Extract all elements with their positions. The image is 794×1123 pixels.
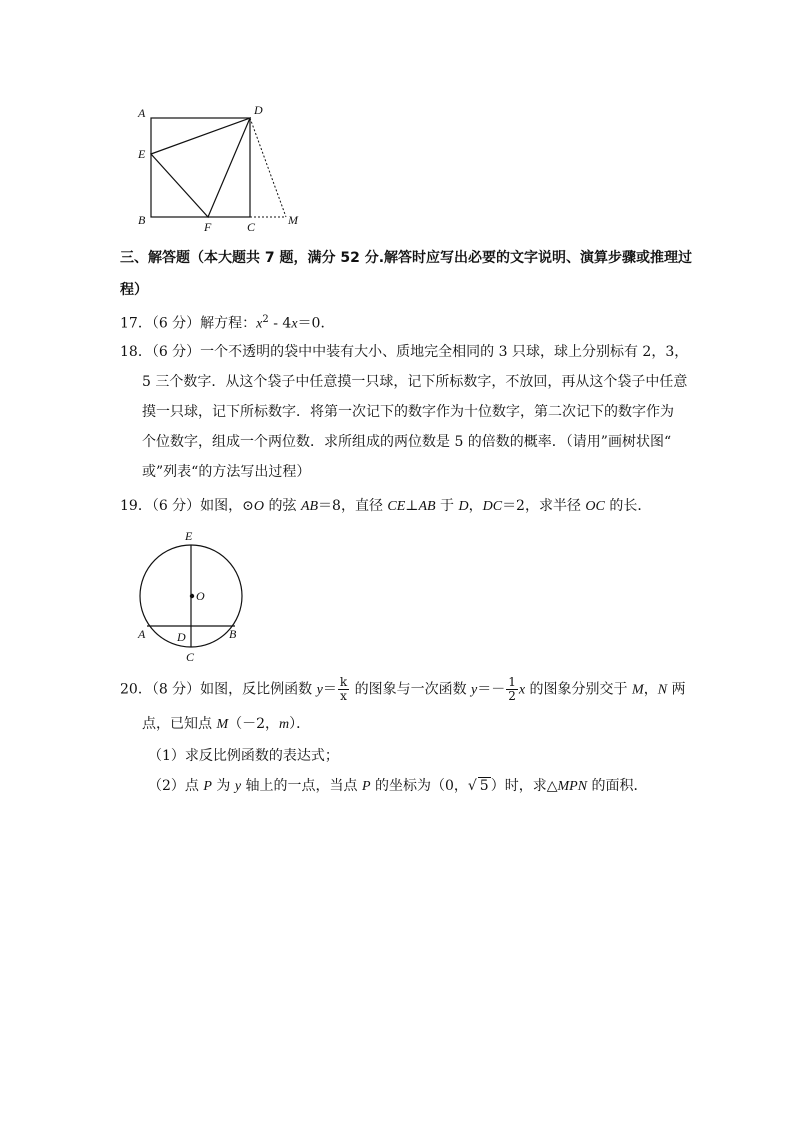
question-19: 19．（6 分）如图，⊙O 的弦 AB＝8，直径 CE⊥AB 于 D，DC＝2，求半径 OC 的长． <box>120 498 652 514</box>
fraction-k-over-x: $\frac{k}{x}$ <box>339 675 348 703</box>
label-c2: C <box>186 650 195 664</box>
question-20-line1: 20．（8 分）如图，反比例函数 y＝ $\frac{k}{x}$ 的图象与一次函数 y＝－ $\frac{1}{2}$ x 的图象分别交于 M，N 两 <box>120 675 686 703</box>
section-heading-cont <box>120 280 680 300</box>
label-m: M <box>288 213 298 227</box>
dotted-dm <box>250 118 286 217</box>
center-dot <box>190 594 194 598</box>
label-e2: E <box>185 529 193 543</box>
label-e: E <box>138 147 146 161</box>
section-heading <box>120 248 693 268</box>
section-heading-line2: 程） <box>120 282 148 298</box>
question-18-line5: 或”列表“的方法写出过程） <box>142 464 311 480</box>
question-18-line4: 个位数字，组成一个两位数．求所组成的两位数是 5 的倍数的概率．（请用”画树状图“ <box>142 434 672 450</box>
label-d2: D <box>177 630 186 644</box>
sqrt-5: 5 <box>479 778 489 794</box>
label-a: A <box>138 106 146 120</box>
question-17: 17．（6 分）解方程：$x^2 - 4x=0$． <box>120 314 335 332</box>
question-18-line2: 5 三个数字．从这个袋子中任意摸一只球，记下所标数字，不放回，再从这个袋子中任意 <box>142 374 688 390</box>
label-o: O <box>196 589 205 603</box>
section-heading-line1: 三、解答题（本大题共 7 题，满分 52 分.解答时应写出必要的文字说明、演算步骤或推理过 <box>120 250 693 266</box>
label-b: B <box>138 213 146 227</box>
question-18-line1: 18．（6 分）一个不透明的袋中中装有大小、质地完全相同的 3 只球，球上分别标有 2，3， <box>120 344 689 360</box>
label-a2: A <box>138 627 146 641</box>
square-outline <box>151 118 250 217</box>
label-c: C <box>247 220 256 234</box>
label-f: F <box>204 220 212 234</box>
question-20-part2: （2）点 P 为 y 轴上的一点，当点 P 的坐标为（0，√ 5 ）时，求△MPN 的面积． <box>148 778 648 794</box>
question-20-part1: （1）求反比例函数的表达式； <box>148 748 339 764</box>
label-d: D <box>254 103 263 117</box>
label-b2: B <box>229 627 237 641</box>
fraction-one-half: $\frac{1}{2}$ <box>508 675 516 703</box>
question-18-line3: 摸一只球，记下所标数字．将第一次记下的数字作为十位数字，第二次记下的数字作为 <box>142 404 674 420</box>
question-20-line2: 点，已知点 M（－2，m）． <box>142 716 311 732</box>
circle-figure <box>130 525 255 665</box>
square-figure <box>130 100 310 235</box>
triangle-edf <box>151 118 250 217</box>
